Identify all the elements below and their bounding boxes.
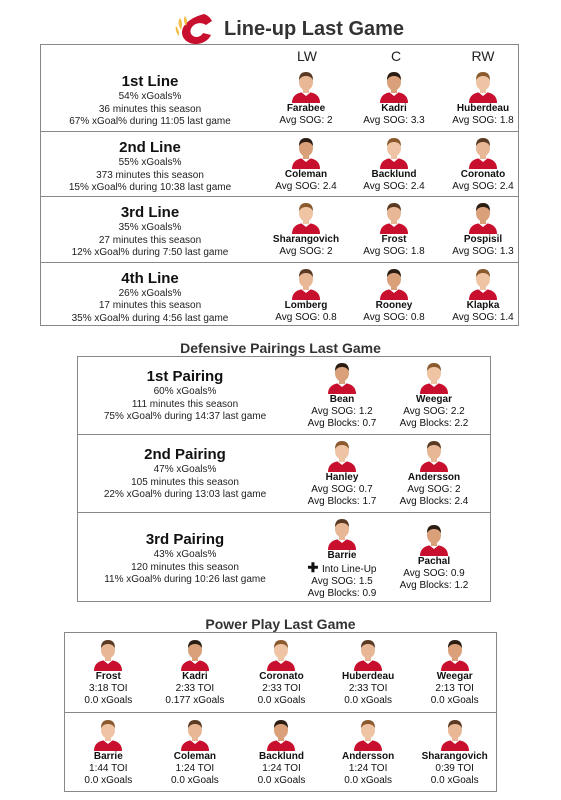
player-avg-blocks: Avg Blocks: 1.7 [307, 496, 377, 507]
power-play-row [65, 712, 496, 791]
column-header-lw: LW [297, 48, 317, 64]
player-photo-icon [91, 637, 125, 671]
player-card[interactable] [235, 717, 328, 787]
player-avg-sog: Avg SOG: 2.4 [452, 181, 514, 193]
line-info [41, 73, 259, 129]
player-card[interactable] [408, 717, 501, 787]
pairing-info [78, 446, 292, 502]
player-xgoals: 0.0 xGoals [344, 695, 392, 706]
line-xgoals: 26% xGoals% [118, 287, 182, 299]
pairing-minutes: 111 minutes this season [131, 398, 239, 410]
line-last-game: 12% xGoal% during 7:50 last game [71, 247, 229, 259]
player-photo-icon [466, 69, 500, 103]
player-xgoals: 0.0 xGoals [257, 775, 306, 786]
player-card[interactable] [408, 637, 501, 707]
player-card[interactable] [348, 266, 440, 324]
player-avg-sog: Avg SOG: 2.2 [403, 406, 465, 417]
player-photo-icon [466, 266, 500, 300]
pairing-minutes: 105 minutes this season [131, 476, 239, 488]
player-name: Coleman [173, 751, 216, 762]
player-card[interactable] [260, 200, 352, 258]
player-toi: 3:18 TOI [89, 683, 128, 694]
player-card[interactable] [296, 360, 388, 430]
player-xgoals: 0.0 xGoals [257, 695, 306, 706]
player-avg-blocks: Avg Blocks: 2.2 [399, 418, 469, 429]
player-photo-icon [325, 516, 359, 550]
player-avg-sog: Avg SOG: 0.8 [275, 311, 337, 323]
player-card[interactable] [149, 717, 242, 787]
pairing-info [78, 368, 292, 424]
line-xgoals: 54% xGoals% [118, 91, 182, 102]
player-card[interactable] [149, 637, 242, 707]
forward-line-row [41, 262, 518, 327]
player-name: Backlund [371, 169, 417, 181]
player-avg-blocks: Avg Blocks: 0.9 [307, 588, 377, 599]
line-xgoals: 35% xGoals% [118, 222, 182, 234]
player-photo-icon [264, 637, 298, 671]
player-name: Coronato [259, 671, 304, 682]
player-xgoals: 0.0 xGoals [170, 775, 219, 786]
column-header-row [41, 45, 518, 66]
player-avg-sog: Avg SOG: 0.9 [403, 568, 465, 579]
player-name: Pachal [417, 556, 451, 567]
player-card[interactable] [296, 516, 388, 600]
player-card[interactable] [388, 522, 480, 592]
player-card[interactable] [260, 266, 352, 324]
player-avg-sog: Avg SOG: 2 [279, 115, 333, 126]
player-photo-icon [377, 266, 411, 300]
forward-line-row [41, 196, 518, 261]
into-lineup-note [296, 562, 388, 576]
player-avg-sog: Avg SOG: 1.5 [311, 576, 373, 587]
player-toi: 2:33 TOI [348, 683, 388, 694]
player-avg-sog: Avg SOG: 0.8 [363, 311, 425, 323]
player-photo-icon [289, 266, 323, 300]
player-name: Barrie [327, 550, 357, 561]
player-name: Kadri [182, 671, 208, 682]
pairing-title: 2nd Pairing [144, 446, 226, 463]
player-card[interactable] [388, 360, 480, 430]
power-play-table [64, 632, 497, 792]
player-name: Frost [381, 234, 407, 246]
page-header [0, 8, 561, 48]
column-header-rw: RW [471, 48, 495, 64]
defense-section-title: Defensive Pairings Last Game [180, 340, 381, 356]
player-name: Sharangovich [421, 751, 488, 762]
player-photo-icon [289, 200, 323, 234]
player-card[interactable] [260, 69, 352, 127]
player-name: Kadri [381, 103, 407, 114]
player-card[interactable] [437, 266, 529, 324]
line-info [41, 204, 259, 260]
player-name: Weegar [436, 671, 473, 682]
player-avg-sog: Avg SOG: 2.4 [363, 181, 425, 193]
player-card[interactable] [62, 637, 155, 707]
player-avg-sog: Avg SOG: 3.3 [363, 115, 425, 126]
player-photo-icon [325, 360, 359, 394]
player-card[interactable] [388, 438, 480, 508]
pairing-last-game: 22% xGoal% during 13:03 last game [103, 489, 267, 500]
player-toi: 1:24 TOI [175, 763, 215, 774]
player-card[interactable] [235, 637, 328, 707]
player-name: Andersson [341, 751, 395, 762]
player-name: Bean [329, 394, 355, 405]
player-name: Pospisil [463, 234, 503, 246]
line-minutes: 373 minutes this season [96, 169, 204, 181]
plus-icon: ✚ [307, 560, 323, 575]
line-last-game: 15% xGoal% during 10:38 last game [68, 182, 232, 194]
player-card[interactable] [296, 438, 388, 508]
player-photo-icon [178, 717, 212, 751]
player-photo-icon [351, 717, 385, 751]
player-name: Barrie [93, 751, 123, 762]
player-name: Hanley [325, 472, 359, 483]
line-info [41, 139, 259, 195]
flames-logo-icon [174, 12, 216, 46]
player-card[interactable] [348, 200, 440, 258]
line-minutes: 17 minutes this season [98, 300, 202, 312]
player-avg-sog: Avg SOG: 1.2 [311, 406, 373, 417]
power-play-section-title: Power Play Last Game [205, 616, 356, 632]
player-avg-blocks: Avg Blocks: 0.7 [307, 418, 377, 429]
player-photo-icon [289, 69, 323, 103]
player-photo-icon [351, 637, 385, 671]
line-last-game: 35% xGoal% during 4:56 last game [71, 312, 229, 324]
column-header-c: C [390, 48, 402, 64]
player-photo-icon [466, 135, 500, 169]
player-name: Klapka [466, 299, 500, 311]
player-photo-icon [417, 438, 451, 472]
defensive-pairings-table [77, 356, 491, 602]
player-card[interactable] [348, 69, 440, 127]
player-name: Farabee [286, 103, 326, 114]
player-card[interactable] [260, 135, 352, 193]
defense-pairing-row [78, 434, 490, 512]
player-card[interactable] [348, 135, 440, 193]
pairing-minutes: 120 minutes this season [131, 561, 239, 573]
player-name: Huberdeau [456, 103, 510, 114]
line-title: 3rd Line [120, 204, 180, 222]
pairing-last-game: 75% xGoal% during 14:37 last game [103, 411, 267, 422]
player-photo-icon [91, 717, 125, 751]
player-photo-icon [377, 200, 411, 234]
pairing-xgoals: 43% xGoals% [153, 549, 217, 560]
player-photo-icon [417, 522, 451, 556]
player-toi: 1:24 TOI [262, 763, 301, 774]
player-avg-sog: Avg SOG: 2 [279, 246, 333, 258]
player-card[interactable] [437, 135, 529, 193]
player-name: Sharangovich [272, 234, 340, 246]
forward-line-row [41, 131, 518, 196]
player-avg-sog: Avg SOG: 2 [407, 484, 461, 495]
player-card[interactable] [322, 637, 415, 707]
player-avg-sog: Avg SOG: 1.8 [452, 115, 514, 126]
player-xgoals: 0.0 xGoals [430, 695, 479, 706]
player-photo-icon [438, 717, 472, 751]
line-title: 4th Line [121, 269, 179, 287]
player-photo-icon [289, 135, 323, 169]
line-last-game: 67% xGoal% during 11:05 last game [69, 116, 231, 127]
player-xgoals: 0.177 xGoals [165, 695, 225, 706]
pairing-xgoals: 60% xGoals% [153, 386, 217, 397]
player-xgoals: 0.0 xGoals [84, 695, 133, 706]
power-play-row [65, 633, 496, 712]
player-name: Coleman [284, 169, 328, 181]
player-name: Frost [95, 671, 121, 682]
pairing-last-game: 11% xGoal% during 10:26 last game [104, 574, 266, 585]
pairing-xgoals: 47% xGoals% [153, 464, 217, 475]
player-avg-blocks: Avg Blocks: 1.2 [399, 580, 469, 591]
page-title: Line-up Last Game [224, 18, 405, 40]
player-name: Rooney [375, 299, 413, 311]
pairing-title: 1st Pairing [146, 368, 224, 385]
player-xgoals: 0.0 xGoals [430, 775, 479, 786]
forward-line-row [41, 66, 518, 131]
player-toi: 0:39 TOI [435, 763, 474, 774]
player-avg-sog: Avg SOG: 1.3 [452, 246, 514, 258]
player-photo-icon [178, 637, 212, 671]
player-photo-icon [377, 135, 411, 169]
player-toi: 2:33 TOI [262, 683, 301, 694]
player-photo-icon [325, 438, 359, 472]
player-avg-sog: Avg SOG: 1.4 [452, 311, 514, 323]
line-title: 2nd Line [119, 139, 181, 157]
line-info [41, 270, 259, 326]
player-card[interactable] [322, 717, 415, 787]
player-xgoals: 0.0 xGoals [344, 775, 392, 786]
player-card[interactable] [62, 717, 155, 787]
player-name: Huberdeau [341, 671, 395, 682]
player-toi: 1:44 TOI [89, 763, 128, 774]
player-avg-sog: Avg SOG: 2.4 [275, 181, 337, 193]
player-name: Lomberg [284, 299, 328, 311]
player-avg-sog: Avg SOG: 1.8 [363, 246, 425, 258]
player-name: Andersson [407, 472, 461, 483]
defense-pairing-row [78, 512, 490, 603]
player-xgoals: 0.0 xGoals [84, 775, 133, 786]
player-name: Coronato [460, 169, 506, 181]
player-name: Weegar [416, 394, 452, 405]
player-toi: 2:13 TOI [435, 683, 474, 694]
line-minutes: 36 minutes this season [98, 103, 202, 115]
player-card[interactable] [437, 200, 529, 258]
forward-lines-table [40, 44, 519, 326]
pairing-info [78, 531, 292, 587]
player-photo-icon [264, 717, 298, 751]
line-minutes: 27 minutes this season [98, 234, 202, 246]
player-toi: 1:24 TOI [348, 763, 388, 774]
player-photo-icon [466, 200, 500, 234]
player-name: Backlund [258, 751, 304, 762]
player-avg-blocks: Avg Blocks: 2.4 [399, 496, 469, 507]
player-photo-icon [438, 637, 472, 671]
defense-pairing-row [78, 357, 490, 434]
player-photo-icon [417, 360, 451, 394]
into-lineup-label: Into Line-Up [322, 564, 377, 575]
line-title: 1st Line [121, 73, 179, 90]
line-xgoals: 55% xGoals% [118, 157, 182, 169]
player-toi: 2:33 TOI [175, 683, 215, 694]
pairing-title: 3rd Pairing [145, 531, 225, 548]
player-card[interactable] [437, 69, 529, 127]
player-photo-icon [377, 69, 411, 103]
player-avg-sog: Avg SOG: 0.7 [311, 484, 373, 495]
